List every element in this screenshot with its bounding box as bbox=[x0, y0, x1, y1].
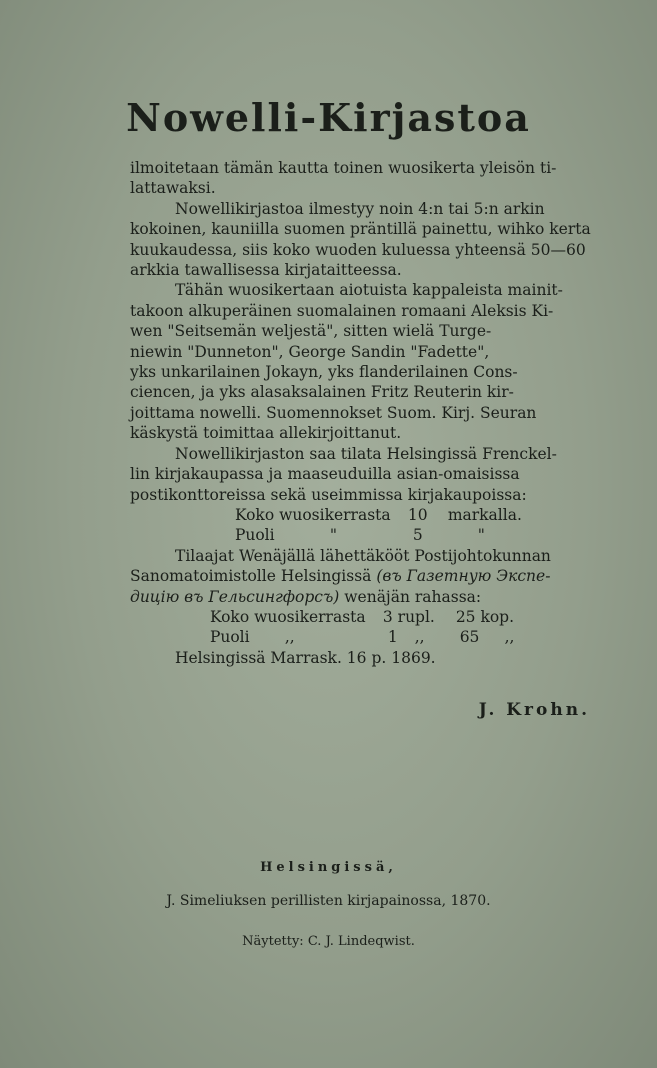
text-line: yks unkarilainen Jokayn, yks flanderilainen Cons- bbox=[130, 363, 518, 382]
text-line: takoon alkuperäinen suomalainen romaani Aleksis Ki- bbox=[130, 301, 554, 320]
price-ditto: ,, bbox=[504, 628, 515, 647]
paragraph-ordering bbox=[130, 444, 595, 505]
paragraph-intro bbox=[130, 158, 595, 199]
text-line: arkkia tawallisessa kirjataitteessa. bbox=[130, 261, 402, 280]
date-text: Helsingissä Marrask. 16 p. 1869. bbox=[174, 648, 436, 667]
text-line: joittama nowelli. Suomennokset Suom. Kirj. Seuran bbox=[130, 403, 537, 422]
text-line: Nowellikirjastoa ilmestyy noin 4:n tai 5:n arkin bbox=[175, 199, 545, 218]
price-rub: 3 rupl. bbox=[382, 607, 435, 626]
footer-censor: Näytetty: C. J. Lindeqwist. bbox=[242, 934, 415, 949]
text-line: Nowellikirjaston saa tilata Helsingissä Frenckel- bbox=[175, 444, 557, 463]
dateline bbox=[130, 648, 595, 668]
price-unit: markalla. bbox=[447, 505, 522, 524]
price-row-full-fi bbox=[130, 505, 595, 525]
footer-printer: J. Simeliuksen perillisten kirjapainossa, 1870. bbox=[166, 893, 491, 909]
price-ditto: " bbox=[329, 526, 338, 545]
text-segment: wenäjän rahassa: bbox=[344, 587, 482, 606]
paragraph-description bbox=[130, 199, 595, 281]
text-line: Tilaajat Wenäjällä lähettäkööt Postijohtokunnan bbox=[175, 546, 551, 565]
page-title: Nowelli-Kirjastoa bbox=[126, 95, 531, 140]
announcement-body bbox=[130, 158, 595, 668]
price-label: Puoli bbox=[209, 628, 250, 647]
text-line bbox=[130, 566, 595, 586]
text-line: Tähän wuosikertaan aiotuista kappaleista mainit- bbox=[175, 281, 563, 300]
text-line: ilmoitetaan tämän kautta toinen wuosikerta yleisön ti- bbox=[130, 159, 557, 177]
text-line: lattawaksi. bbox=[130, 179, 216, 198]
text-line: postikonttoreissa sekä useimmissa kirjakaupoissa: bbox=[130, 485, 527, 504]
text-segment: Sanomatoimistolle Helsingissä bbox=[130, 567, 372, 586]
text-line: kuukaudessa, siis koko wuoden kuluessa yhteensä 50—60 bbox=[130, 240, 586, 259]
price-label: Koko wuosikerrasta bbox=[209, 607, 366, 626]
price-row-half-ru bbox=[130, 627, 595, 647]
price-row-half-fi bbox=[130, 525, 595, 545]
price-amount: 10 bbox=[407, 505, 428, 524]
text-line: lin kirjakaupassa ja maaseuduilla asian-omaisissa bbox=[130, 465, 520, 484]
price-kop: 25 kop. bbox=[455, 607, 515, 626]
paragraph-russia bbox=[130, 546, 595, 607]
signature: J. Krohn. bbox=[478, 700, 590, 720]
paragraph-contents bbox=[130, 280, 595, 443]
price-ditto: ,, bbox=[414, 628, 425, 647]
text-line: ciencen, ja yks alasaksalainen Fritz Reuterin kir- bbox=[130, 383, 514, 402]
price-kop: 65 bbox=[459, 628, 480, 647]
price-row-full-ru bbox=[130, 607, 595, 627]
price-ditto: ,, bbox=[284, 628, 295, 647]
text-line: kokoinen, kauniilla suomen präntillä painettu, wihko kerta bbox=[130, 220, 591, 239]
text-line: niewin "Dunneton", George Sandin "Fadette", bbox=[130, 342, 490, 361]
price-label: Puoli bbox=[234, 526, 275, 545]
price-rub: 1 bbox=[387, 628, 398, 647]
price-label: Koko wuosikerrasta bbox=[234, 505, 391, 524]
price-unit: " bbox=[477, 526, 485, 545]
footer-place: Helsingissä, bbox=[260, 860, 397, 875]
text-line bbox=[130, 587, 595, 607]
russian-address: дицію въ Гельсингфорсъ) bbox=[130, 587, 340, 606]
price-amount: 5 bbox=[412, 526, 423, 545]
text-line: käskystä toimittaa allekirjoittanut. bbox=[130, 424, 402, 443]
russian-address: (въ Газетную Экспе- bbox=[376, 567, 551, 586]
text-line: wen "Seitsemän weljestä", sitten wielä Turge- bbox=[130, 322, 492, 341]
